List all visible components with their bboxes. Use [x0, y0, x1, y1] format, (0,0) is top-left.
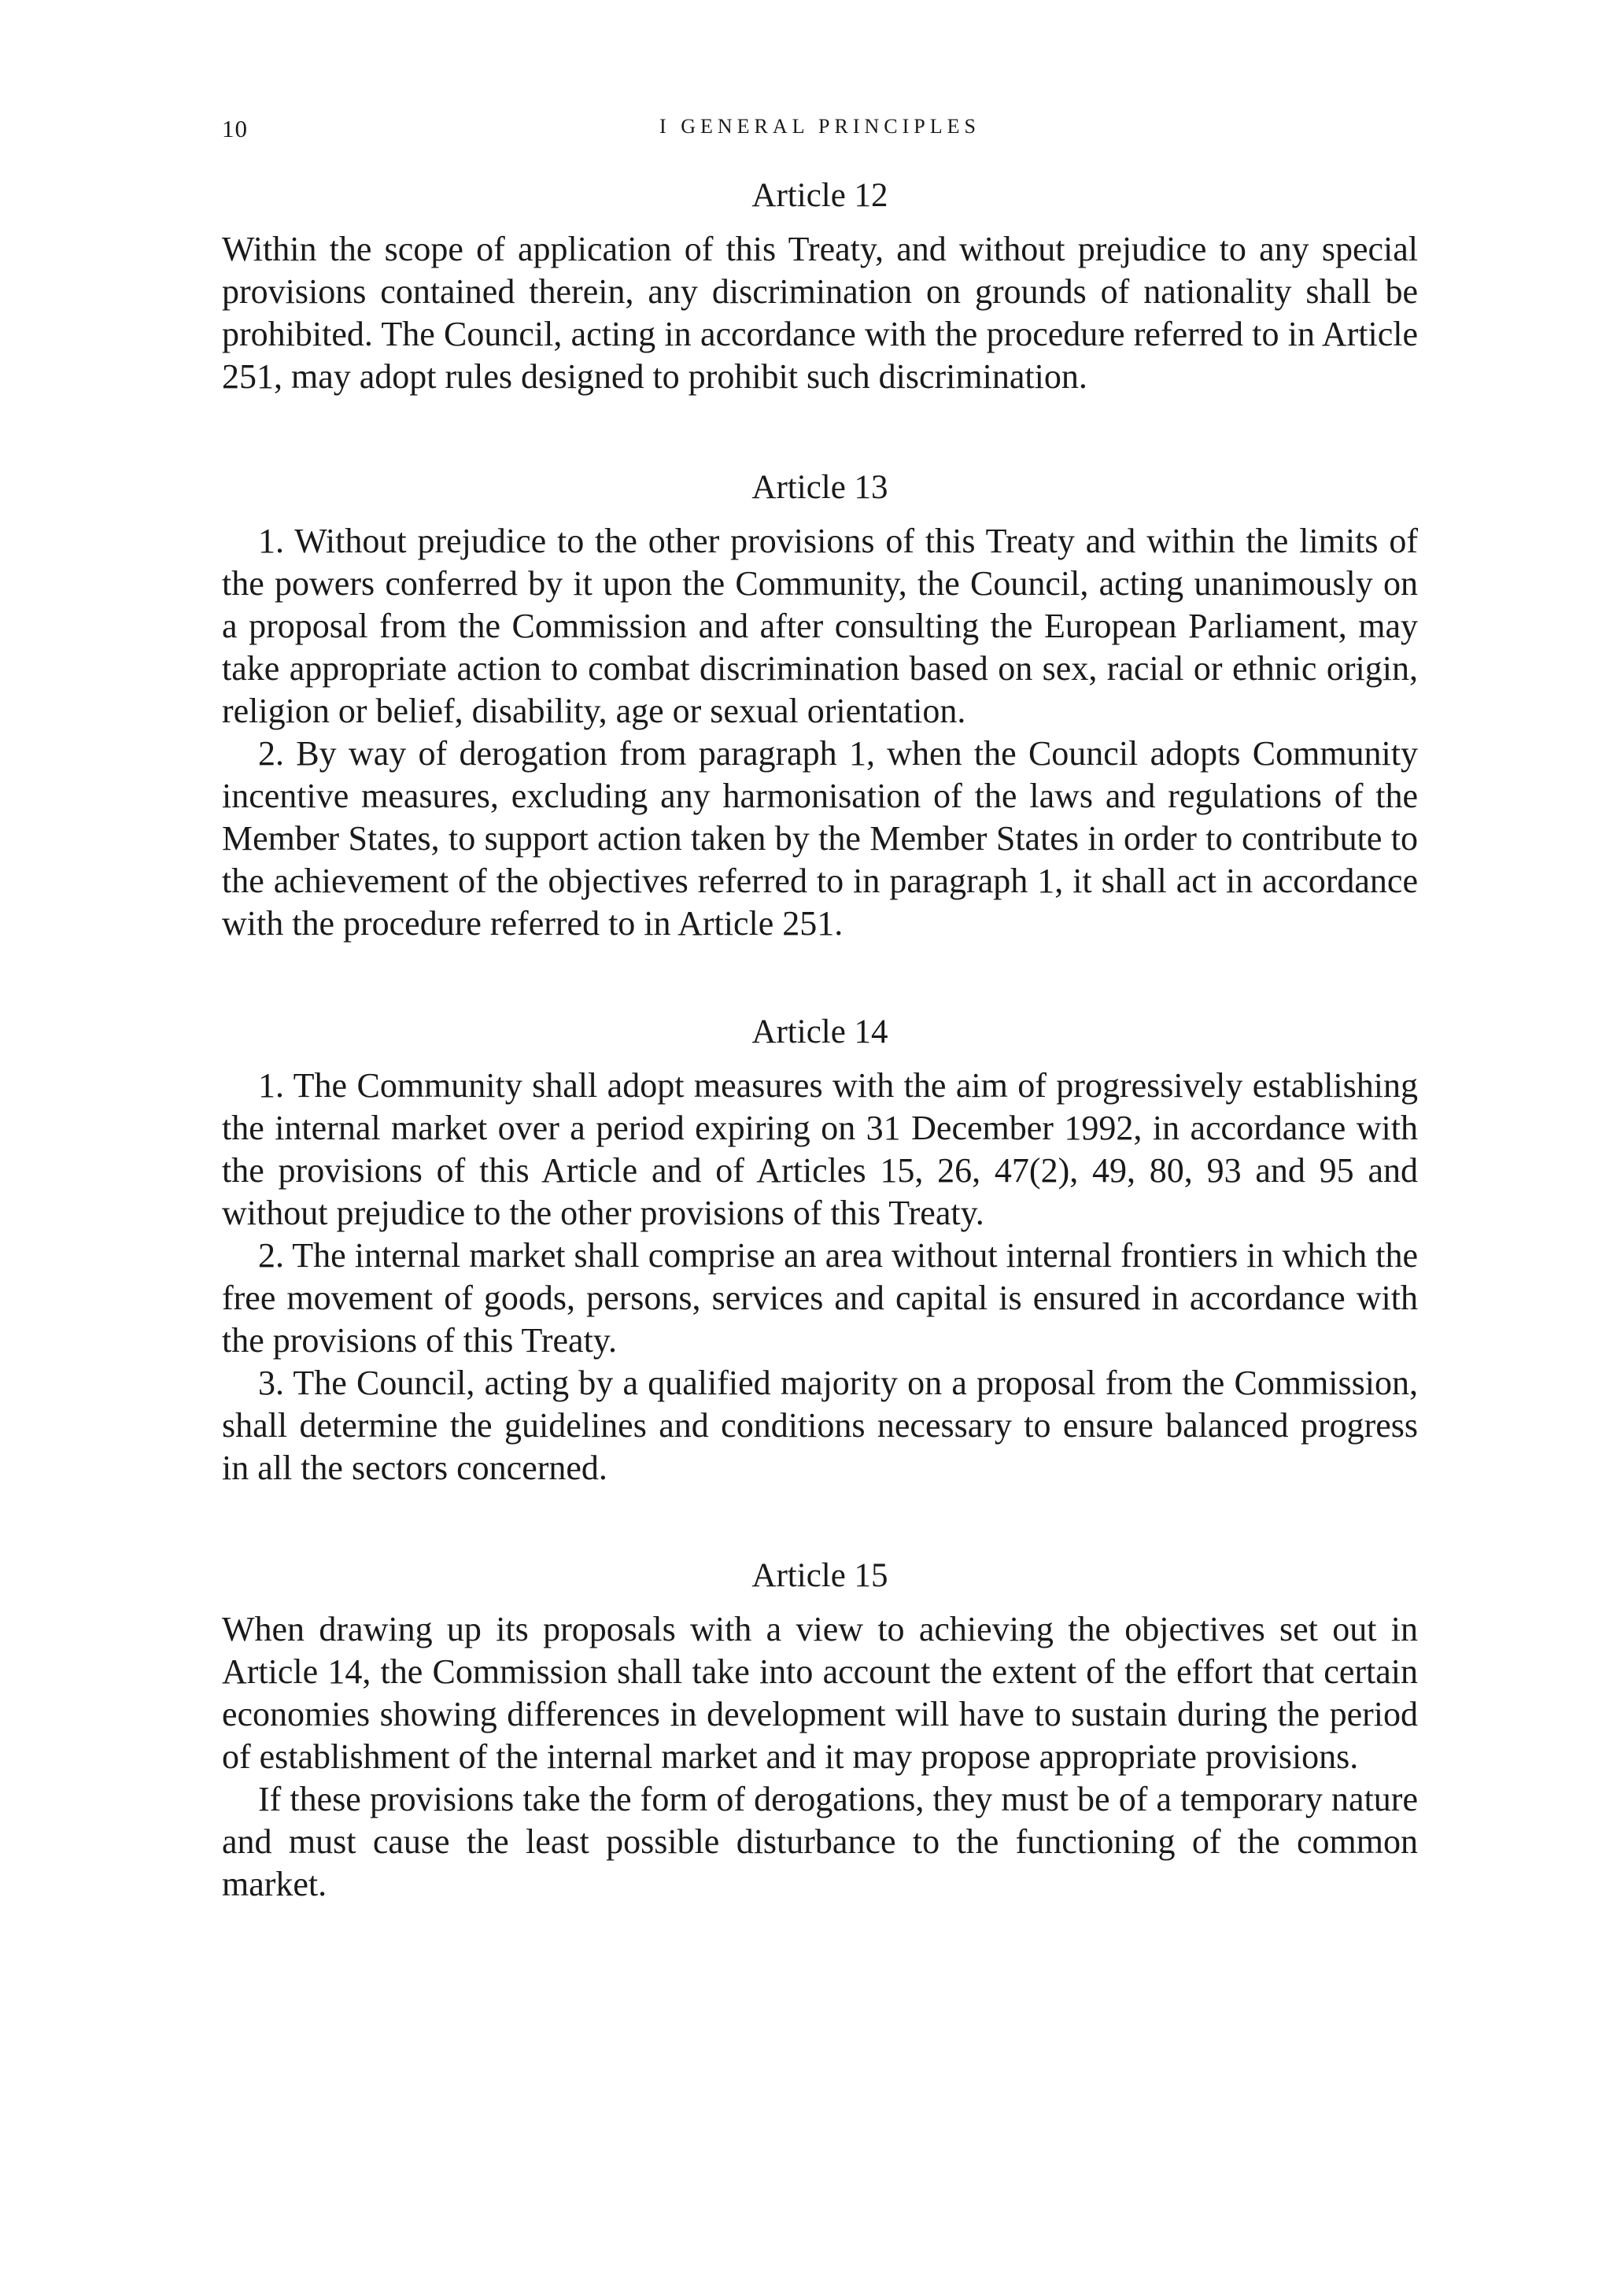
article-12: [222, 175, 1418, 398]
article-paragraph: If these provisions take the form of derogations, they must be of a temporary nature and must cause the least possible disturbance to the functioning of the common market.: [222, 1780, 1418, 1903]
article-paragraph: Within the scope of application of this Treaty, and without prejudice to any special provisions contained therein, any discrimination on grounds of nationality shall be prohibited. The Council, acting in accordance with the procedure referred to in Article 251, may adopt rules designed to prohibit such discrimination.: [222, 230, 1418, 396]
article-heading: Article 13: [751, 469, 888, 506]
article-paragraph: 2. The internal market shall comprise an area without internal frontiers in which the free movement of goods, persons, services and capital is ensured in accordance with the provisions of this Treaty.: [222, 1236, 1418, 1360]
page-number: 10: [222, 115, 248, 142]
article-paragraph: 3. The Council, acting by a qualified majority on a proposal from the Commission, shall determine the guidelines and conditions necessary to ensure balanced progress in all the sectors concerned.: [222, 1364, 1418, 1487]
article-heading: Article 14: [751, 1013, 888, 1050]
running-header: [222, 115, 1418, 146]
article-15: [222, 1555, 1418, 1906]
article-heading: Article 15: [751, 1557, 888, 1594]
article-heading: Article 12: [751, 177, 888, 214]
article-paragraph: 2. By way of derogation from paragraph 1, when the Council adopts Community incentive measures, excluding any harmonisation of the laws and regulations of the Member States, to support action taken by the Member States in order to contribute to the achievement of the objectives referred to in paragraph 1, it shall act in accordance with the procedure referred to in Article 251.: [222, 734, 1418, 943]
article-14: [222, 1011, 1418, 1489]
article-paragraph: When drawing up its proposals with a view to achieving the objectives set out in Article 14, the Commission shall take into account the extent of the effort that certain economies showing differences in development will have to sustain during the period of establishment of the internal market and it may propose appropriate provisions.: [222, 1610, 1418, 1776]
chapter-title: I GENERAL PRINCIPLES: [659, 115, 980, 138]
article-paragraph: 1. The Community shall adopt measures with the aim of progressively establishing the internal market over a period expiring on 31 December 1992, in accordance with the provisions of this Article and of Articles 15, 26, 47(2), 49, 80, 93 and 95 and without prejudice to the other provisions of this Treaty.: [222, 1066, 1418, 1232]
article-paragraph: 1. Without prejudice to the other provisions of this Treaty and within the limits of the powers conferred by it upon the Community, the Council, acting unanimously on a proposal from the Commission and after consulting the European Parliament, may take appropriate action to combat discrimination based on sex, racial or ethnic origin, religion or belief, disability, age or sexual orientation.: [222, 522, 1418, 730]
article-13: [222, 467, 1418, 945]
